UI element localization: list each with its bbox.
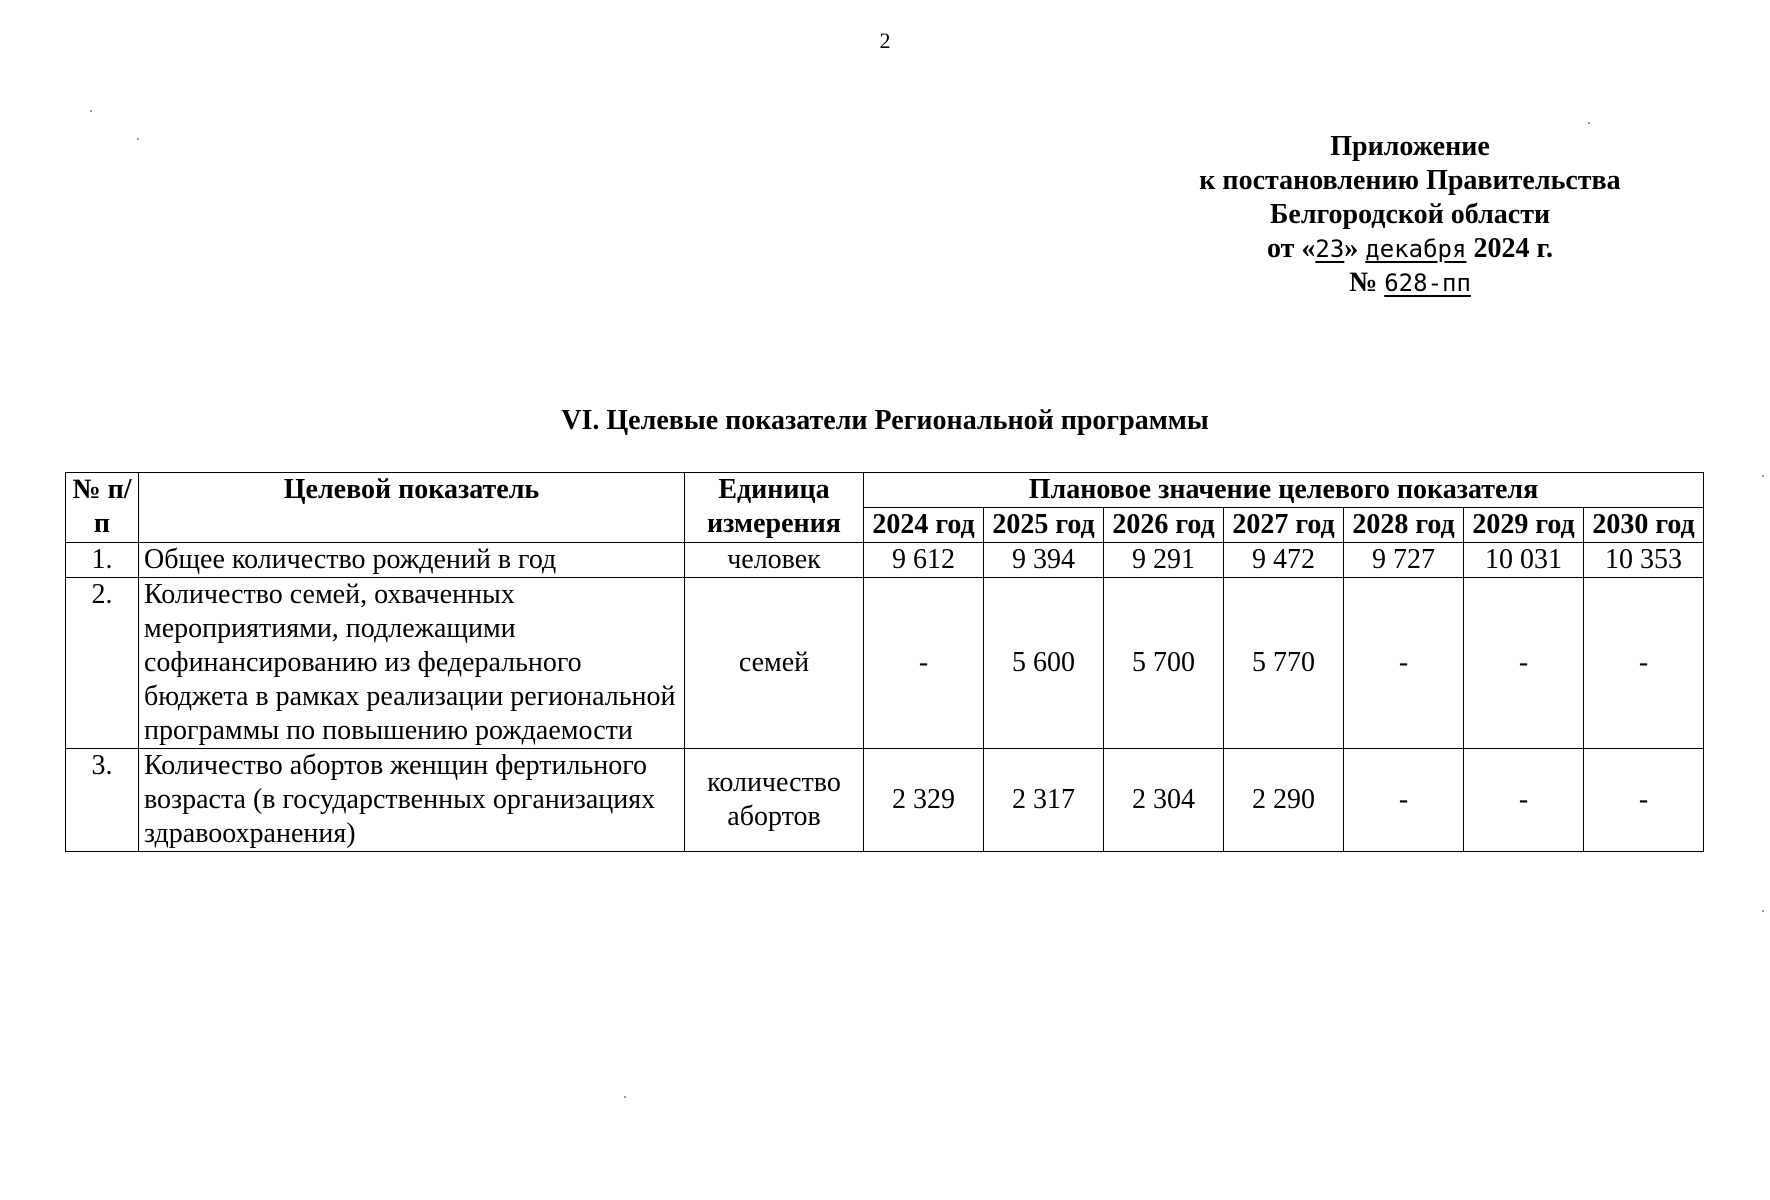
row-value: 9 472 bbox=[1224, 543, 1344, 578]
scan-speck bbox=[1762, 910, 1764, 912]
row-indicator: Количество семей, охваченных мероприятиями, подлежащими софинансированию из федерального бюджета в рамках реализации региональной программы по повышению рождаемости bbox=[139, 578, 685, 749]
row-value: 9 291 bbox=[1104, 543, 1224, 578]
row-number: 1. bbox=[66, 543, 139, 578]
row-value: - bbox=[864, 578, 984, 749]
header-unit: Единица измерения bbox=[685, 473, 864, 543]
row-unit: человек bbox=[685, 543, 864, 578]
appendix-line-region: Белгородской области bbox=[1269, 199, 1551, 230]
row-indicator: Количество абортов женщин фертильного возраста (в государственных организациях здравоохранения) bbox=[139, 749, 685, 852]
appendix-title: Приложение bbox=[1330, 131, 1490, 162]
number-prefix: № bbox=[1349, 267, 1378, 298]
row-value: 2 329 bbox=[864, 749, 984, 852]
header-year: 2025 год bbox=[984, 508, 1104, 543]
page-number: 2 bbox=[879, 28, 891, 53]
row-value: - bbox=[1344, 578, 1464, 749]
scan-speck bbox=[137, 138, 139, 140]
row-value: 5 600 bbox=[984, 578, 1104, 749]
scan-speck bbox=[90, 110, 92, 112]
row-value: - bbox=[1344, 749, 1464, 852]
row-value: 9 612 bbox=[864, 543, 984, 578]
row-value: 9 394 bbox=[984, 543, 1104, 578]
header-year: 2028 год bbox=[1344, 508, 1464, 543]
date-day: 23 bbox=[1315, 235, 1345, 263]
row-value: - bbox=[1464, 749, 1584, 852]
row-value: - bbox=[1464, 578, 1584, 749]
row-value: - bbox=[1584, 578, 1704, 749]
row-value: 2 290 bbox=[1224, 749, 1344, 852]
section-title: VI. Целевые показатели Региональной программы bbox=[561, 405, 1209, 436]
header-num: № п/п bbox=[66, 473, 139, 543]
appendix-number bbox=[1150, 266, 1670, 300]
header-year: 2030 год bbox=[1584, 508, 1704, 543]
header-year: 2027 год bbox=[1224, 508, 1344, 543]
target-indicators-table bbox=[65, 472, 1704, 852]
date-mid: » bbox=[1344, 233, 1359, 264]
scan-speck bbox=[1762, 475, 1764, 477]
row-value: 10 031 bbox=[1464, 543, 1584, 578]
row-number: 3. bbox=[66, 749, 139, 852]
appendix-block bbox=[1150, 130, 1670, 300]
row-value: 9 727 bbox=[1344, 543, 1464, 578]
number-value: 628-пп bbox=[1384, 269, 1471, 297]
table-row bbox=[66, 543, 1704, 578]
row-value: - bbox=[1584, 749, 1704, 852]
table-row bbox=[66, 749, 1704, 852]
row-number: 2. bbox=[66, 578, 139, 749]
date-prefix: от « bbox=[1266, 233, 1316, 264]
header-planned-value: Плановое значение целевого показателя bbox=[864, 473, 1704, 508]
header-year: 2026 год bbox=[1104, 508, 1224, 543]
row-value: 10 353 bbox=[1584, 543, 1704, 578]
row-value: 2 304 bbox=[1104, 749, 1224, 852]
header-year: 2029 год bbox=[1464, 508, 1584, 543]
date-month: декабря bbox=[1365, 235, 1467, 263]
row-unit: семей bbox=[685, 578, 864, 749]
row-unit: количество абортов bbox=[685, 749, 864, 852]
scan-speck bbox=[1588, 122, 1590, 124]
appendix-date bbox=[1150, 232, 1670, 266]
row-value: 2 317 bbox=[984, 749, 1104, 852]
scan-speck bbox=[624, 1096, 626, 1098]
appendix-line-decree: к постановлению Правительства bbox=[1199, 165, 1621, 196]
row-value: 5 700 bbox=[1104, 578, 1224, 749]
row-value: 5 770 bbox=[1224, 578, 1344, 749]
table-row bbox=[66, 578, 1704, 749]
header-indicator: Целевой показатель bbox=[139, 473, 685, 543]
header-year: 2024 год bbox=[864, 508, 984, 543]
row-indicator: Общее количество рождений в год bbox=[139, 543, 685, 578]
date-year: 2024 г. bbox=[1473, 233, 1553, 264]
